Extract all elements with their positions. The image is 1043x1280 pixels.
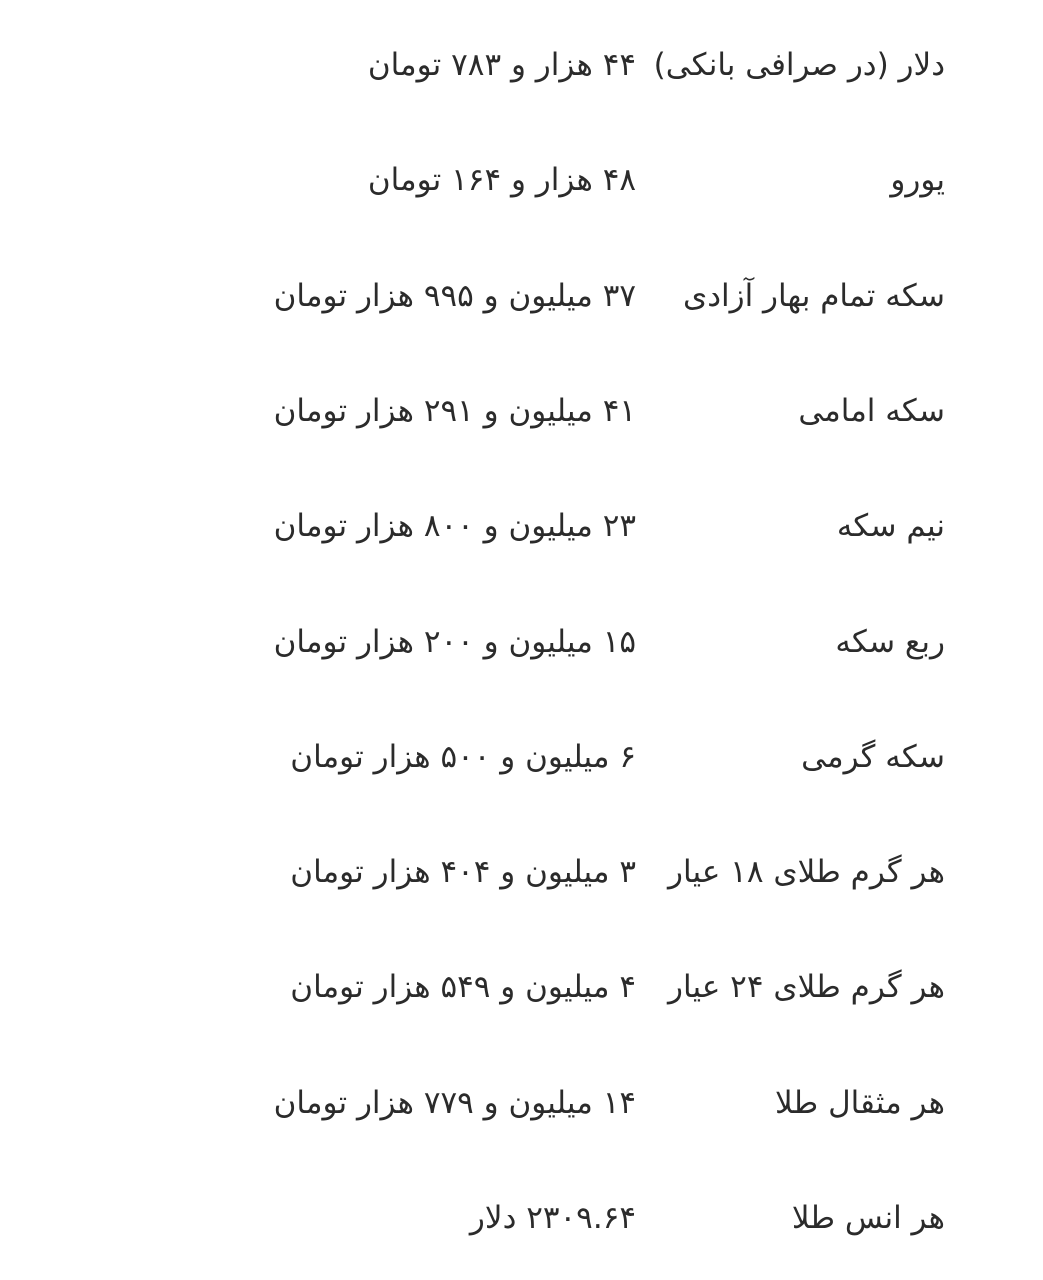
price-label: سکه امامی [798,393,945,429]
price-value: ۴ میلیون و ۵۴۹ هزار تومان [290,969,636,1005]
price-value: ۴۴ هزار و ۷۸۳ تومان [367,47,636,83]
price-value: ۱۴ میلیون و ۷۷۹ هزار تومان [273,1085,636,1121]
price-label: نیم سکه [836,508,945,544]
price-label: سکه تمام بهار آزادی [682,278,945,314]
price-row-dollar [0,35,1043,95]
price-value: ۴۱ میلیون و ۲۹۱ هزار تومان [273,393,636,429]
price-value: ۲۳ میلیون و ۸۰۰ هزار تومان [273,508,636,544]
price-row-gold-ounce [0,1188,1043,1248]
price-label: هر گرم طلای ۱۸ عیار [668,854,945,890]
price-row-half-coin [0,496,1043,556]
price-row-gold-mesghal [0,1073,1043,1133]
price-label: هر مثقال طلا [775,1085,945,1121]
price-value: ۱۵ میلیون و ۲۰۰ هزار تومان [273,624,636,660]
price-row-quarter-coin [0,612,1043,672]
price-label: ربع سکه [835,624,945,660]
price-value: ۶ میلیون و ۵۰۰ هزار تومان [290,739,636,775]
price-row-emami-coin [0,381,1043,441]
price-label: هر انس طلا [791,1200,945,1236]
price-label: هر گرم طلای ۲۴ عیار [668,969,945,1005]
price-value: ۲۳۰۹.۶۴ دلار [469,1200,636,1236]
price-row-gold-18k-gram [0,842,1043,902]
price-label: سکه گرمی [801,739,945,775]
price-label: دلار (در صرافی بانکی) [653,47,945,83]
price-row-gold-24k-gram [0,957,1043,1017]
price-value: ۴۸ هزار و ۱۶۴ تومان [367,162,636,198]
price-row-euro [0,150,1043,210]
price-label: یورو [890,162,945,198]
price-value: ۳ میلیون و ۴۰۴ هزار تومان [290,854,636,890]
price-value: ۳۷ میلیون و ۹۹۵ هزار تومان [273,278,636,314]
price-row-gram-coin [0,727,1043,787]
price-row-bahar-azadi-coin [0,266,1043,326]
